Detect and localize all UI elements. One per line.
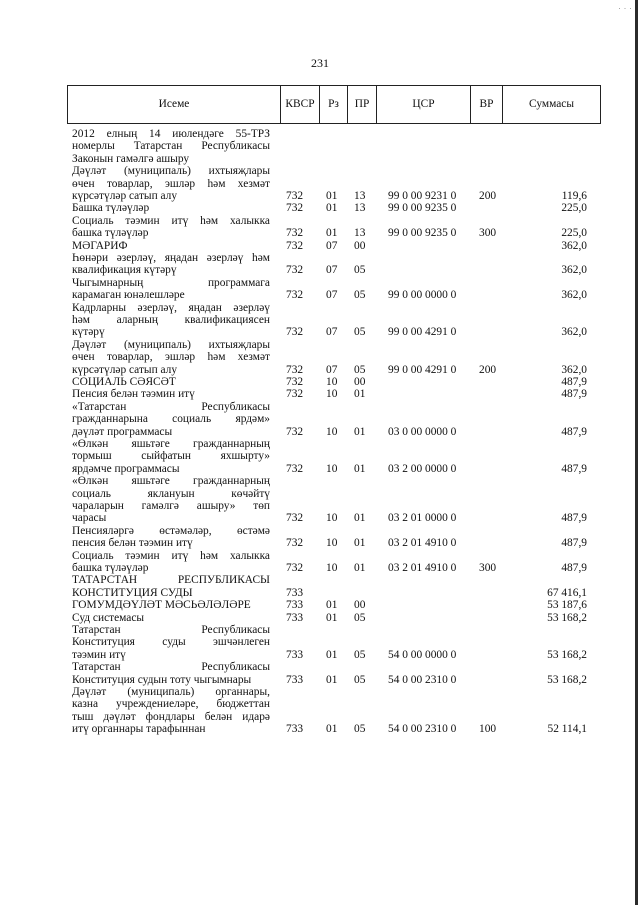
- name-line: гражданнарына социаль ярдәм»: [72, 413, 270, 426]
- name-line: Социаль тәэмин итү һәм халыкка: [72, 549, 270, 562]
- name-line: тормыш сыйфатын яхшырту»: [72, 450, 270, 463]
- cell-csr: 99 0 00 0000 0: [388, 289, 457, 302]
- cell-csr: 03 2 01 0000 0: [388, 512, 457, 525]
- cell-kvsr: 733: [286, 648, 304, 661]
- name-line: Башка түләүләр: [72, 202, 150, 215]
- name-line: Суд системасы: [72, 611, 145, 624]
- cell-pr: 00: [354, 599, 366, 612]
- cell-sum: 487,9: [561, 512, 587, 525]
- name-line: Дәүләт (муниципаль) ихтыяҗлары: [72, 338, 270, 351]
- cell-sum: 119,6: [561, 189, 587, 202]
- cell-pr: 01: [354, 425, 366, 438]
- cell-rz: 01: [326, 648, 338, 661]
- cell-kvsr: 732: [286, 264, 304, 277]
- cell-name: [72, 599, 270, 611]
- cell-name: [72, 686, 270, 736]
- cell-kvsr: 732: [286, 326, 304, 339]
- cell-pr: 01: [354, 561, 366, 574]
- name-line: Татарстан Республикасы: [72, 661, 270, 674]
- cell-kvsr: 732: [286, 512, 304, 525]
- name-line: Пенсия белән тәэмин итү: [72, 388, 195, 401]
- name-line: Законын гамәлгә ашыру: [72, 152, 190, 165]
- cell-kvsr: 732: [286, 289, 304, 302]
- cell-csr: 03 0 00 0000 0: [388, 425, 457, 438]
- name-line: карамаган юнәлешләре: [72, 289, 185, 302]
- cell-kvsr: 732: [286, 227, 304, 240]
- cell-sum: 53 168,2: [547, 673, 587, 686]
- name-line: күтәрү: [72, 326, 105, 339]
- cell-name: [72, 240, 270, 252]
- cell-name: [72, 525, 270, 550]
- cell-csr: 99 0 00 9231 0: [388, 189, 457, 202]
- cell-vr: 200: [479, 363, 497, 376]
- cell-kvsr: 732: [286, 189, 304, 202]
- cell-vr: 200: [479, 189, 497, 202]
- cell-name: [72, 388, 270, 400]
- cell-rz: 01: [326, 611, 338, 624]
- cell-rz: 10: [326, 425, 338, 438]
- name-line: Социаль тәэмин итү һәм халыкка: [72, 214, 270, 227]
- cell-rz: 01: [326, 723, 338, 736]
- cell-csr: 54 0 00 2310 0: [388, 723, 457, 736]
- cell-sum: 53 187,6: [547, 599, 587, 612]
- cell-sum: 53 168,2: [547, 611, 587, 624]
- name-line: башка түләүләр: [72, 561, 149, 574]
- cell-name: [72, 401, 270, 438]
- cell-kvsr: 732: [286, 388, 304, 401]
- cell-pr: 01: [354, 537, 366, 550]
- cell-rz: 10: [326, 537, 338, 550]
- name-line: «Өлкән яшьтәге гражданнарның: [72, 438, 270, 450]
- cell-name: [72, 302, 270, 339]
- cell-rz: 01: [326, 189, 338, 202]
- cell-csr: 99 0 00 9235 0: [388, 227, 457, 240]
- cell-rz: 10: [326, 512, 338, 525]
- name-line: квалификация күтәрү: [72, 264, 177, 277]
- name-line: тыш дәүләт фондлары белән идарә: [72, 710, 270, 723]
- cell-pr: 05: [354, 723, 366, 736]
- header-csr: ЦСР: [376, 86, 470, 123]
- name-line: социаль яклануын көчәйтү: [72, 487, 270, 500]
- cell-pr: 13: [354, 227, 366, 240]
- cell-rz: 10: [326, 388, 338, 401]
- header-sum: Суммасы: [502, 86, 600, 123]
- name-line: пенсия белән тәэмин итү: [72, 537, 193, 550]
- cell-name: [72, 202, 270, 214]
- cell-kvsr: 732: [286, 425, 304, 438]
- cell-name: [72, 128, 270, 165]
- name-line: дәүләт программасы: [72, 425, 173, 438]
- cell-name: [72, 612, 270, 624]
- name-line: Конституция суды эшчәнлеген: [72, 636, 270, 649]
- cell-sum: 487,9: [561, 537, 587, 550]
- cell-sum: 487,9: [561, 376, 587, 388]
- cell-pr: 13: [354, 189, 366, 202]
- name-line: казна учреждениеләре, бюджеттан: [72, 698, 270, 711]
- cell-pr: 05: [354, 289, 366, 302]
- cell-sum: 362,0: [561, 289, 587, 302]
- cell-pr: 01: [354, 462, 366, 475]
- cell-rz: 01: [326, 599, 338, 612]
- cell-sum: 362,0: [561, 239, 587, 252]
- header-vr: ВР: [470, 86, 502, 123]
- cell-rz: 01: [326, 227, 338, 240]
- cell-pr: 05: [354, 326, 366, 339]
- cell-kvsr: 733: [286, 586, 304, 599]
- cell-kvsr: 732: [286, 561, 304, 574]
- header-kvsr: КВСР: [280, 86, 319, 123]
- cell-pr: 01: [354, 512, 366, 525]
- cell-sum: 362,0: [561, 326, 587, 339]
- name-line: чарасы: [72, 512, 107, 525]
- cell-csr: 03 2 00 0000 0: [388, 462, 457, 475]
- cell-kvsr: 733: [286, 611, 304, 624]
- cell-name: [72, 438, 270, 475]
- cell-kvsr: 732: [286, 202, 304, 215]
- name-line: «Өлкән яшьтәге гражданнарның: [72, 475, 270, 488]
- table-header: [67, 85, 601, 124]
- cell-sum: 487,9: [561, 462, 587, 475]
- name-line: ГОМУМДӘҮЛӘТ МӘСЬӘЛӘЛӘРЕ: [72, 599, 251, 612]
- name-line: Татарстан Республикасы: [72, 624, 270, 636]
- name-line: башка түләүләр: [72, 227, 149, 240]
- name-line: һәм аларның квалификациясен: [72, 313, 270, 326]
- cell-pr: 05: [354, 611, 366, 624]
- cell-pr: 05: [354, 673, 366, 686]
- name-line: СОЦИАЛЬ СӘЯСӘТ: [72, 376, 176, 388]
- name-line: өчен товарлар, эшләр һәм хезмәт: [72, 177, 270, 190]
- cell-name: [72, 475, 270, 525]
- name-line: тәэмин итү: [72, 648, 126, 661]
- name-line: ТАТАРСТАН РЕСПУБЛИКАСЫ: [72, 574, 270, 587]
- cell-csr: 99 0 00 4291 0: [388, 326, 457, 339]
- cell-sum: 362,0: [561, 363, 587, 376]
- name-line: Пенсияләргә өстәмәләр, өстәмә: [72, 524, 270, 537]
- cell-name: [72, 339, 270, 376]
- name-line: «Татарстан Республикасы: [72, 400, 270, 413]
- cell-sum: 53 168,2: [547, 648, 587, 661]
- page-corner-mark: · · ·: [618, 3, 632, 13]
- header-rz: Рз: [319, 86, 347, 123]
- cell-name: [72, 277, 270, 302]
- cell-pr: 01: [354, 388, 366, 401]
- name-line: өчен товарлар, эшләр һәм хезмәт: [72, 351, 270, 364]
- cell-rz: 10: [326, 462, 338, 475]
- cell-pr: 05: [354, 363, 366, 376]
- cell-csr: 54 0 00 0000 0: [388, 648, 457, 661]
- name-line: МӘГАРИФ: [72, 239, 128, 252]
- name-line: күрсәтүләр сатып алу: [72, 363, 178, 376]
- cell-rz: 07: [326, 326, 338, 339]
- cell-kvsr: 733: [286, 723, 304, 736]
- cell-name: [72, 215, 270, 240]
- cell-csr: 03 2 01 4910 0: [388, 537, 457, 550]
- cell-rz: 07: [326, 239, 338, 252]
- cell-name: [72, 574, 270, 599]
- cell-csr: 99 0 00 9235 0: [388, 202, 457, 215]
- cell-sum: 67 416,1: [547, 586, 587, 599]
- cell-sum: 362,0: [561, 264, 587, 277]
- page-number: 231: [311, 56, 329, 70]
- cell-csr: 54 0 00 2310 0: [388, 673, 457, 686]
- cell-name: [72, 550, 270, 575]
- cell-kvsr: 732: [286, 239, 304, 252]
- cell-csr: 99 0 00 4291 0: [388, 363, 457, 376]
- cell-name: [72, 165, 270, 202]
- name-line: Һөнәри әзерләү, яңадан әзерләү һәм: [72, 252, 270, 264]
- cell-pr: 00: [354, 239, 366, 252]
- cell-kvsr: 733: [286, 673, 304, 686]
- cell-rz: 07: [326, 289, 338, 302]
- cell-sum: 487,9: [561, 388, 587, 401]
- cell-name: [72, 624, 270, 661]
- cell-kvsr: 732: [286, 376, 304, 388]
- name-line: Чыгымнарның программага: [72, 276, 270, 289]
- cell-sum: 487,9: [561, 425, 587, 438]
- name-line: ярдәмче программасы: [72, 462, 180, 475]
- header-pr: ПР: [347, 86, 376, 123]
- name-line: чараларын гамәлгә ашыру» төп: [72, 499, 270, 512]
- cell-csr: 03 2 01 4910 0: [388, 561, 457, 574]
- name-line: 2012 елның 14 июлендәге 55-ТРЗ: [72, 128, 270, 140]
- cell-vr: 300: [479, 227, 497, 240]
- name-line: Дәүләт (муниципаль) органнары,: [72, 686, 270, 698]
- name-line: КОНСТИТУЦИЯ СУДЫ: [72, 586, 193, 599]
- cell-rz: 10: [326, 376, 338, 388]
- cell-kvsr: 732: [286, 537, 304, 550]
- cell-name: [72, 376, 270, 388]
- cell-name: [72, 661, 270, 686]
- name-line: итү органнары тарафыннан: [72, 723, 206, 736]
- cell-vr: 100: [479, 723, 497, 736]
- cell-sum: 225,0: [561, 202, 587, 215]
- cell-kvsr: 732: [286, 462, 304, 475]
- cell-pr: 05: [354, 648, 366, 661]
- cell-rz: 01: [326, 673, 338, 686]
- cell-rz: 07: [326, 363, 338, 376]
- cell-kvsr: 733: [286, 599, 304, 612]
- name-line: Дәүләт (муниципаль) ихтыяҗлары: [72, 165, 270, 178]
- cell-pr: 05: [354, 264, 366, 277]
- cell-pr: 13: [354, 202, 366, 215]
- scan-edge-shadow: [635, 0, 638, 905]
- name-line: күрсәтүләр сатып алу: [72, 189, 178, 202]
- name-line: Кадрларны әзерләү, яңадан әзерләү: [72, 301, 270, 314]
- cell-sum: 225,0: [561, 227, 587, 240]
- cell-sum: 487,9: [561, 561, 587, 574]
- cell-rz: 01: [326, 202, 338, 215]
- cell-sum: 52 114,1: [547, 723, 587, 736]
- name-line: номерлы Татарстан Республикасы: [72, 140, 270, 153]
- cell-rz: 07: [326, 264, 338, 277]
- name-line: Конституция судын тоту чыгымнары: [72, 673, 252, 686]
- cell-pr: 00: [354, 376, 366, 388]
- cell-kvsr: 732: [286, 363, 304, 376]
- header-name: Исеме: [158, 98, 190, 110]
- cell-name: [72, 252, 270, 277]
- cell-vr: 300: [479, 561, 497, 574]
- cell-rz: 10: [326, 561, 338, 574]
